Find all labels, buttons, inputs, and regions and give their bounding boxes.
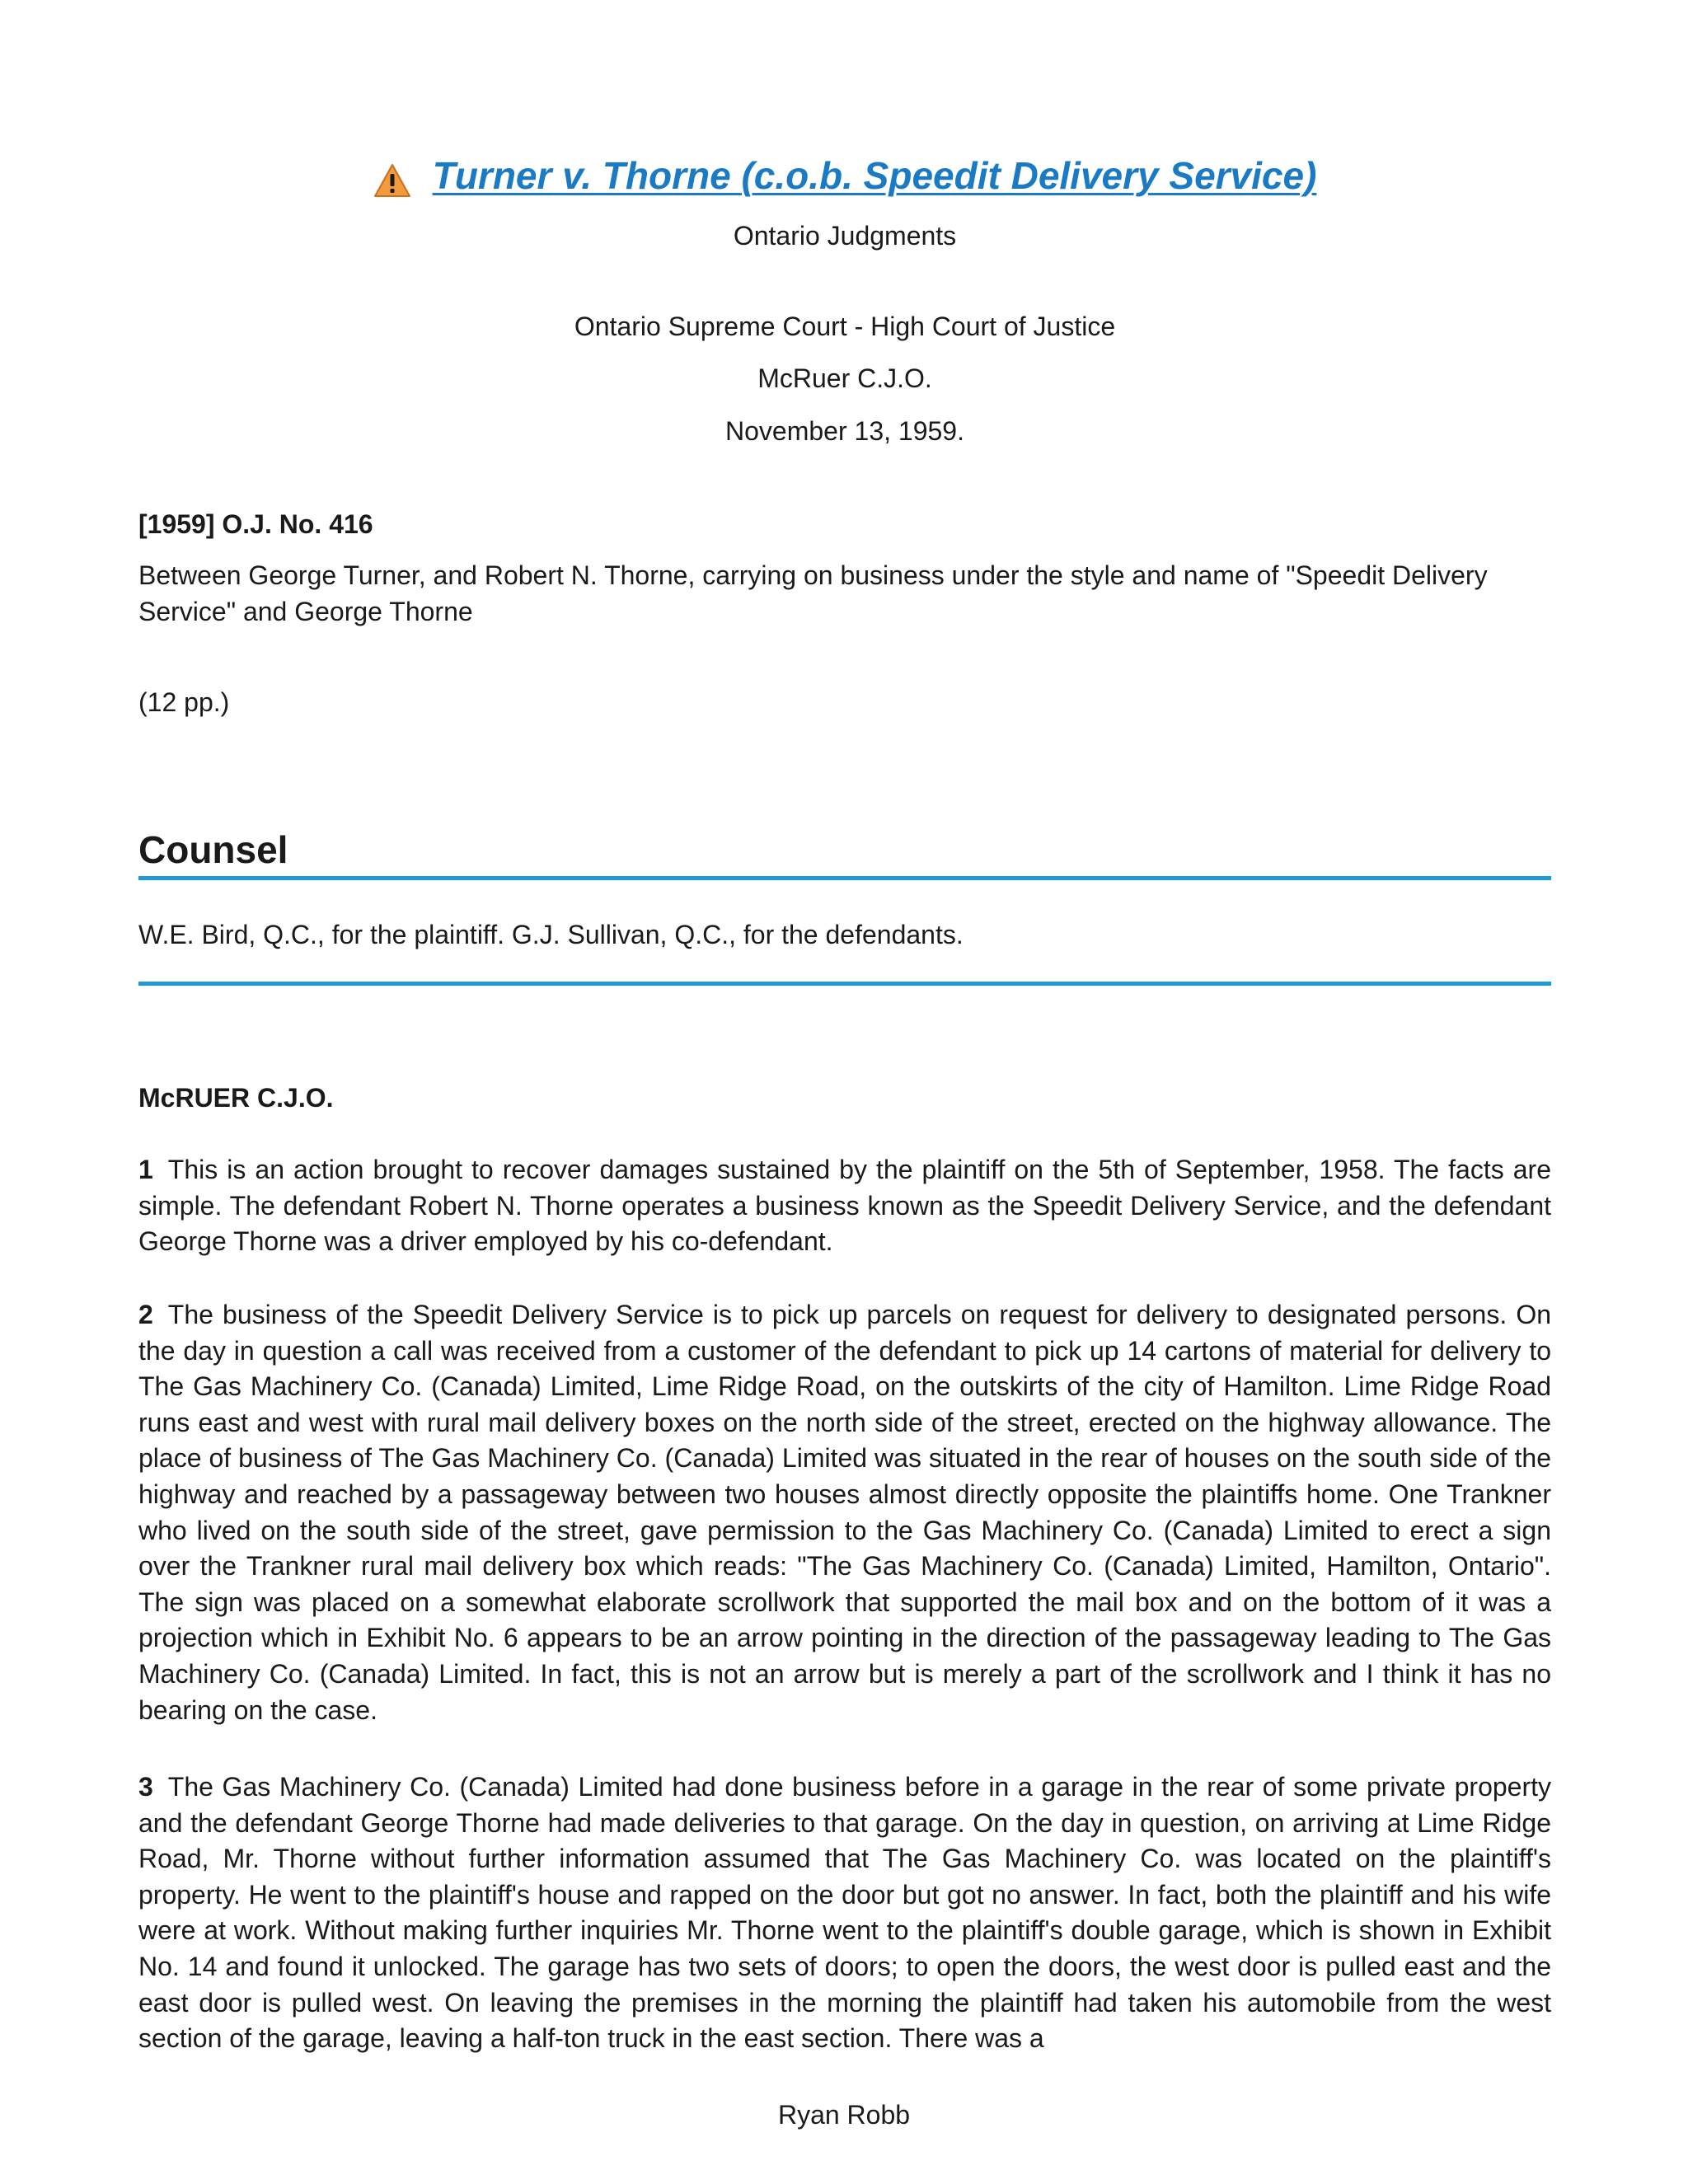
warning-icon [373,163,411,198]
paragraph-3 [138,1769,1551,2057]
judge-name: McRuer C.J.O. [757,363,932,393]
paragraph-text: The Gas Machinery Co. (Canada) Limited had done business before in a garage in the rear of some private property and the defendant George Thorne had made deliveries to that garage. On the day in question, on arriving at Lime Ridge Road, Mr. Thorne without further information assumed that The Gas Machinery Co. was located on the plaintiff's property. He went to the plaintiff's house and rapped on the door but got no answer. In fact, both the plaintiff and his wife were at work. Without making further inquiries Mr. Thorne went to the plaintiff's double garage, which is shown in Exhibit No. 14 and found it unlocked. The garage has two sets of doors; to open the doors, the west door is pulled east and the east door is pulled west. On leaving the premises in the morning the plaintiff had taken his automobile from the west section of the garage, leaving a half-ton truck in the east section. There was a [138,1772,1551,2054]
paragraph-2 [138,1297,1551,1728]
counsel-top-divider [138,876,1551,880]
judgment-author: McRUER C.J.O. [138,1083,334,1113]
paragraph-text: The business of the Speedit Delivery Service is to pick up parcels on request for delivery to designated persons. On the day in question a call was received from a customer of the defendant to pick up 14 cartons of material for delivery to The Gas Machinery Co. (Canada) Limited, Lime Ridge Road, on the outskirts of the city of Hamilton. Lime Ridge Road runs east and west with rural mail delivery boxes on the north side of the street, erected on the highway allowance. The place of business of The Gas Machinery Co. (Canada) Limited was situated in the rear of houses on the south side of the highway and reached by a passageway between two houses almost directly opposite the plaintiffs home. One Trankner who lived on the south side of the street, gave permission to the Gas Machinery Co. (Canada) Limited to erect a sign over the Trankner rural mail delivery box which reads: "The Gas Machinery Co. (Canada) Limited, Hamilton, Ontario". The sign was placed on a somewhat elaborate scrollwork that supported the mail box and on the bottom of it was a projection which in Exhibit No. 6 appears to be an arrow pointing in the direction of the passageway leading to The Gas Machinery Co. (Canada) Limited. In fact, this is not an arrow but is merely a part of the scrollwork and I think it has no bearing on the case. [138,1300,1551,1725]
parties: Between George Turner, and Robert N. Thorne, carrying on business under the style and name of "Speedit Delivery Service" and George Thorne [138,560,1488,626]
paragraph-1 [138,1152,1551,1260]
case-title-link[interactable]: Turner v. Thorne (c.o.b. Speedit Delivery Service) [432,154,1317,197]
title-row [138,153,1551,203]
paragraph-number: 1 [138,1155,153,1184]
court-name: Ontario Supreme Court - High Court of Justice [574,312,1116,341]
paragraph-text: This is an action brought to recover damages sustained by the plaintiff on the 5th of September, 1958. The facts are simple. The defendant Robert N. Thorne operates a business known as the Speedit Delivery Service, and the defendant George Thorne was a driver employed by his co-defendant. [138,1155,1551,1257]
page-count: (12 pp.) [138,687,230,717]
judgment-date: November 13, 1959. [725,416,964,446]
counsel-text: W.E. Bird, Q.C., for the plaintiff. G.J. Sullivan, Q.C., for the defendants. [138,920,964,949]
paragraph-number: 2 [138,1300,153,1329]
citation: [1959] O.J. No. 416 [138,509,373,539]
page-footer: Ryan Robb [777,2100,911,2130]
paragraph-number: 3 [138,1772,153,1802]
collection-name: Ontario Judgments [733,221,957,251]
counsel-bottom-divider [138,982,1551,986]
counsel-heading: Counsel [138,828,288,871]
